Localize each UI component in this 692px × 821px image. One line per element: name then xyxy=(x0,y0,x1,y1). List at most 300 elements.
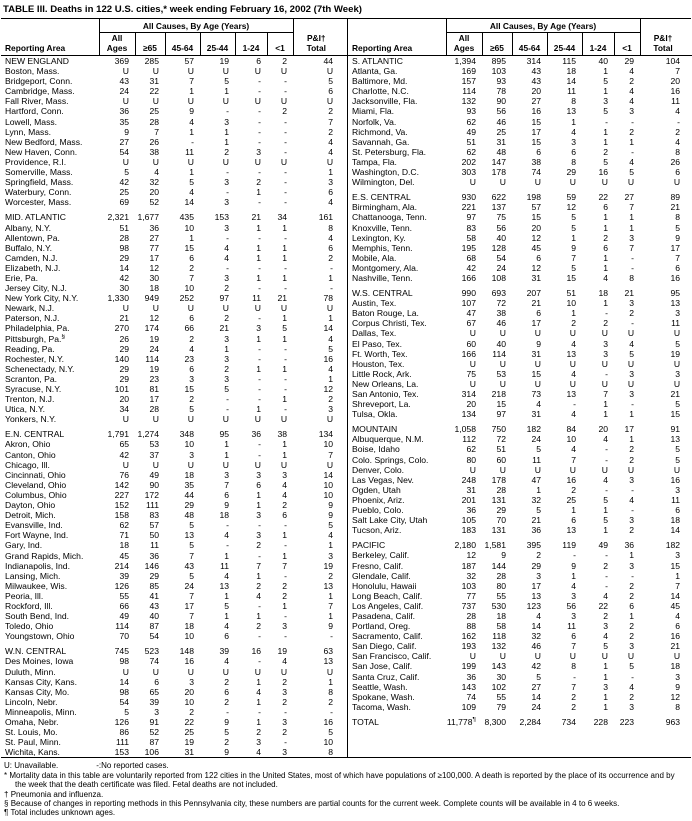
value-cell: - xyxy=(631,671,635,682)
value-cell: 112 xyxy=(462,434,476,445)
value-cell: 166 xyxy=(461,272,476,283)
value-cell: 13 xyxy=(566,348,576,359)
value-cell: 3 xyxy=(328,404,334,415)
value-cell: 9 xyxy=(501,550,506,561)
value-cell: 85 xyxy=(149,580,159,591)
value-cell: 4 xyxy=(189,116,194,127)
value-cell: 78 xyxy=(496,86,506,97)
value-cell: U xyxy=(122,303,129,314)
value-cell: 49 xyxy=(598,540,608,551)
city-row xyxy=(1,303,347,313)
reporting-area-cell: Colo. Springs, Colo. xyxy=(352,454,429,465)
value-cell: 20 xyxy=(184,686,194,697)
value-cell: 4 xyxy=(328,146,334,157)
value-cell: 95 xyxy=(219,429,229,440)
value-cell: 19 xyxy=(149,363,159,374)
city-row xyxy=(1,86,347,96)
value-cell: 153 xyxy=(214,212,229,223)
reporting-area-cell: Corpus Christi, Tex. xyxy=(352,318,427,329)
value-cell: 7 xyxy=(629,242,635,253)
value-cell: 1 xyxy=(282,272,288,283)
value-cell: 3 xyxy=(629,515,635,526)
value-cell: 5 xyxy=(282,323,288,334)
reporting-area-cell: Chicago, Ill. xyxy=(5,459,50,470)
reporting-area-cell: New York City, N.Y. xyxy=(5,293,79,304)
reporting-area-cell: E.N. CENTRAL xyxy=(5,429,65,440)
city-row xyxy=(348,147,692,157)
value-cell: - xyxy=(330,283,334,294)
value-cell: 182 xyxy=(526,424,541,435)
value-cell: 4 xyxy=(328,363,334,374)
value-cell: 17 xyxy=(184,600,194,611)
value-cell: 17 xyxy=(670,242,681,253)
value-cell: 2 xyxy=(224,146,229,157)
reporting-area-cell: Washington, D.C. xyxy=(352,167,420,178)
value-cell: 1 xyxy=(571,505,576,516)
value-cell: 198 xyxy=(526,192,541,203)
city-row xyxy=(1,551,347,561)
city-row xyxy=(348,253,692,263)
col-25-44: 25-44 xyxy=(200,33,235,56)
value-cell: 2,284 xyxy=(519,716,541,727)
city-row xyxy=(1,177,347,187)
value-cell: 4 xyxy=(328,197,334,208)
city-row xyxy=(1,581,347,591)
value-cell: 16 xyxy=(670,474,681,485)
value-cell: 14 xyxy=(119,262,129,273)
reporting-area-cell: Omaha, Nebr. xyxy=(5,717,59,727)
value-cell: 11 xyxy=(567,621,576,632)
value-cell: 183 xyxy=(461,525,476,536)
value-cell: - xyxy=(605,308,608,319)
region-total-row xyxy=(1,646,347,656)
pni-line2: Total xyxy=(653,43,673,53)
value-cell: 5 xyxy=(189,540,194,551)
reporting-area-cell: Wilmington, Del. xyxy=(352,177,415,188)
value-cell: 28 xyxy=(119,232,129,243)
header-group-row xyxy=(348,19,692,33)
city-row xyxy=(1,439,347,449)
value-cell: 4 xyxy=(224,530,229,541)
value-cell: 15 xyxy=(184,384,194,394)
value-cell: 1 xyxy=(603,399,608,410)
value-cell: 11 xyxy=(185,146,194,157)
value-cell: U xyxy=(222,66,229,77)
value-cell: 1 xyxy=(603,212,608,223)
value-cell: 4 xyxy=(629,681,635,692)
value-cell: 3 xyxy=(629,232,635,243)
value-cell: 13 xyxy=(566,389,576,399)
value-cell: 62 xyxy=(466,444,476,455)
value-cell: U xyxy=(187,666,194,677)
value-cell: 3 xyxy=(256,510,261,521)
reporting-area-cell: Lincoln, Nebr. xyxy=(5,696,58,707)
value-cell: 6 xyxy=(571,631,576,642)
value-cell: 2 xyxy=(571,318,576,329)
value-cell: 3 xyxy=(629,560,635,571)
value-cell: 3 xyxy=(328,550,334,561)
value-cell: 3 xyxy=(603,621,608,632)
value-cell: 3 xyxy=(282,621,288,632)
value-cell: 18 xyxy=(670,515,681,526)
value-cell: - xyxy=(191,136,194,147)
value-cell: 54 xyxy=(119,696,129,707)
value-cell: 1 xyxy=(256,717,261,727)
value-cell: 4 xyxy=(256,590,261,601)
value-cell: U xyxy=(673,328,681,339)
value-cell: 57 xyxy=(184,56,194,66)
value-cell: 3 xyxy=(224,197,229,208)
col-25-44: 25-44 xyxy=(547,33,582,56)
value-cell: U xyxy=(280,66,288,77)
value-cell: 144 xyxy=(491,560,506,571)
value-cell: U xyxy=(469,358,476,369)
value-cell: U xyxy=(280,156,288,167)
value-cell: 18 xyxy=(496,610,506,621)
value-cell: 51 xyxy=(566,288,576,299)
value-cell: 44 xyxy=(323,56,334,66)
value-cell: - xyxy=(258,520,261,531)
value-cell: 7 xyxy=(328,449,334,460)
value-cell: - xyxy=(284,540,288,551)
value-cell: U xyxy=(280,414,288,425)
value-cell: 221 xyxy=(461,202,476,213)
value-cell: 5 xyxy=(189,520,194,531)
city-row xyxy=(1,273,347,283)
value-cell: 28 xyxy=(496,570,506,581)
value-cell: 4 xyxy=(571,444,576,455)
value-cell: 1 xyxy=(224,136,229,147)
value-cell: - xyxy=(258,373,261,384)
value-cell: 218 xyxy=(491,389,506,399)
value-cell: - xyxy=(573,550,576,561)
city-row xyxy=(348,591,692,601)
reporting-area-cell: Kansas City, Kans. xyxy=(5,676,77,687)
value-cell: - xyxy=(258,550,261,561)
value-cell: 26 xyxy=(149,136,159,147)
value-cell: 5 xyxy=(629,661,635,672)
value-cell: U xyxy=(122,66,129,77)
reporting-area-cell: Dayton, Ohio xyxy=(5,500,56,511)
value-cell: 12 xyxy=(531,232,541,243)
value-cell: 1 xyxy=(256,222,261,233)
value-cell: 13 xyxy=(566,525,576,536)
region-total-row xyxy=(1,212,347,222)
value-cell: 1,677 xyxy=(137,212,159,223)
footnote-no-cases: -:No reported cases. xyxy=(96,761,169,771)
value-cell: 52 xyxy=(149,727,159,738)
value-cell: - xyxy=(284,706,288,717)
value-cell: 5 xyxy=(224,727,229,738)
value-cell: 4 xyxy=(154,167,159,178)
reporting-area-header: Reporting Area xyxy=(5,43,66,53)
reporting-area-cell: Newark, N.J. xyxy=(5,303,55,314)
value-cell: 1 xyxy=(282,394,288,405)
city-row xyxy=(348,233,692,243)
value-cell: - xyxy=(258,126,261,137)
value-cell: - xyxy=(258,631,261,642)
city-row xyxy=(1,283,347,293)
reporting-area-cell: Grand Rapids, Mich. xyxy=(5,550,84,561)
value-cell: 2 xyxy=(224,283,229,294)
reporting-area-cell: MID. ATLANTIC xyxy=(5,212,66,223)
value-cell: 105 xyxy=(461,515,476,526)
value-cell: 29 xyxy=(119,343,129,354)
value-cell: 5 xyxy=(675,444,681,455)
reporting-area-cell: NEW ENGLAND xyxy=(5,56,69,66)
reporting-area-cell: Utica, N.Y. xyxy=(5,404,45,415)
value-cell: 42 xyxy=(119,177,129,188)
value-cell: 7 xyxy=(282,560,288,571)
value-cell: 3 xyxy=(256,146,261,157)
city-row xyxy=(1,591,347,601)
value-cell: 14 xyxy=(184,197,194,208)
footnote-legend xyxy=(4,761,687,770)
value-cell: 20 xyxy=(466,399,476,410)
value-cell: 46 xyxy=(496,318,506,329)
reporting-area-cell: Portland, Oreg. xyxy=(352,621,411,632)
value-cell: 4 xyxy=(571,368,576,379)
value-cell: 3 xyxy=(603,338,608,349)
value-cell: 88 xyxy=(466,621,476,632)
city-row xyxy=(1,450,347,460)
city-row xyxy=(348,177,692,187)
value-cell: 369 xyxy=(114,56,129,66)
value-cell: 21 xyxy=(670,641,681,652)
value-cell: U xyxy=(627,378,635,389)
value-cell: 21 xyxy=(670,389,681,399)
value-cell: 16 xyxy=(670,631,681,642)
value-cell: 199 xyxy=(461,661,476,672)
reporting-area-cell: Wichita, Kans. xyxy=(5,747,60,758)
reporting-area-cell: Chattanooga, Tenn. xyxy=(352,212,427,223)
value-cell: 16 xyxy=(251,646,261,657)
value-cell: 6 xyxy=(328,86,334,97)
city-row xyxy=(1,76,347,86)
value-cell: 18 xyxy=(149,283,159,294)
city-row xyxy=(348,369,692,379)
all-ages-line1: All xyxy=(111,33,123,43)
value-cell: 6 xyxy=(256,56,261,66)
value-cell: 1,274 xyxy=(137,429,159,440)
value-cell: 4 xyxy=(224,252,229,263)
value-cell: 1 xyxy=(256,272,261,283)
value-cell: - xyxy=(605,368,608,379)
value-cell: - xyxy=(605,580,608,591)
col-lt1: <1 xyxy=(614,33,640,56)
reporting-area-cell: Camden, N.J. xyxy=(5,252,58,263)
reporting-area-cell: Allentown, Pa. xyxy=(5,232,60,243)
value-cell: 32 xyxy=(531,631,541,642)
value-cell: 91 xyxy=(670,424,681,435)
value-cell: 3 xyxy=(629,389,635,399)
value-cell: 9 xyxy=(571,560,576,571)
value-cell: 111 xyxy=(115,737,129,748)
value-cell: U xyxy=(280,96,288,107)
reporting-area-cell: Columbus, Ohio xyxy=(5,489,67,500)
value-cell: 89 xyxy=(670,192,681,203)
value-cell: 15 xyxy=(670,560,681,571)
value-cell: 5 xyxy=(603,76,608,87)
reporting-area-cell: Philadelphia, Pa. xyxy=(5,323,70,334)
value-cell: U xyxy=(499,358,506,369)
reporting-area-cell: Berkeley, Calif. xyxy=(352,550,410,561)
city-row xyxy=(1,374,347,384)
value-cell: 7 xyxy=(571,641,576,652)
value-cell: 21 xyxy=(251,212,261,223)
city-row xyxy=(1,677,347,687)
value-cell: 12 xyxy=(149,262,159,273)
value-cell: 1 xyxy=(256,252,261,263)
value-cell: 39 xyxy=(219,646,229,657)
value-cell: 74 xyxy=(466,691,476,702)
value-cell: 4 xyxy=(603,474,608,485)
value-cell: 36 xyxy=(466,671,476,682)
reporting-area-cell: Des Moines, Iowa xyxy=(5,656,74,667)
value-cell: 2 xyxy=(536,550,541,561)
city-row xyxy=(1,656,347,666)
value-cell: 5 xyxy=(124,167,129,178)
value-cell: 530 xyxy=(491,600,506,611)
value-cell: 49 xyxy=(466,126,476,137)
value-cell: U xyxy=(222,96,229,107)
value-cell: 169 xyxy=(461,66,476,77)
city-row xyxy=(348,117,692,127)
pni-line2: Total xyxy=(306,43,326,53)
value-cell: U xyxy=(187,414,194,425)
city-row xyxy=(1,223,347,233)
value-cell: 9 xyxy=(224,500,229,511)
city-row xyxy=(348,525,692,535)
value-cell: 29 xyxy=(119,373,129,384)
city-row xyxy=(348,444,692,454)
value-cell: 73 xyxy=(531,389,541,399)
reporting-area-cell: Kansas City, Mo. xyxy=(5,686,70,697)
value-cell: 6 xyxy=(603,202,608,213)
value-cell: 1 xyxy=(328,167,334,178)
value-cell: 3 xyxy=(603,348,608,359)
value-cell: 1 xyxy=(224,343,229,354)
value-cell: 5 xyxy=(603,106,608,117)
city-row xyxy=(348,212,692,222)
value-cell: - xyxy=(605,116,608,127)
value-cell: U xyxy=(534,177,541,188)
value-cell: 1 xyxy=(571,570,576,581)
table-left-half xyxy=(1,19,347,757)
value-cell: 32 xyxy=(466,570,476,581)
value-cell: 3 xyxy=(603,96,608,107)
reporting-area-cell: Lansing, Mich. xyxy=(5,570,61,581)
value-cell: 1 xyxy=(629,434,635,445)
value-cell: 31 xyxy=(531,409,541,420)
value-cell: 75 xyxy=(466,368,476,379)
value-cell: 5 xyxy=(536,671,541,682)
reporting-area-cell: Lexington, Ky. xyxy=(352,232,406,243)
value-cell: 108 xyxy=(491,272,506,283)
value-cell: 1 xyxy=(282,242,288,253)
reporting-area-cell: Montgomery, Ala. xyxy=(352,262,419,273)
reporting-area-cell: Evansville, Ind. xyxy=(5,520,63,531)
value-cell: 2 xyxy=(328,126,334,137)
value-cell: - xyxy=(258,283,261,294)
value-cell: 6 xyxy=(675,621,681,632)
value-cell: U xyxy=(469,464,476,475)
value-cell: U xyxy=(673,177,681,188)
value-cell: 1 xyxy=(629,610,635,621)
value-cell: 1 xyxy=(603,505,608,516)
reporting-area-cell: E.S. CENTRAL xyxy=(352,192,411,203)
value-cell: 36 xyxy=(119,106,129,117)
value-cell: - xyxy=(226,262,229,273)
value-cell: - xyxy=(284,136,288,147)
value-cell: U xyxy=(254,156,261,167)
value-cell: 40 xyxy=(496,338,506,349)
value-cell: U xyxy=(152,156,159,167)
city-row xyxy=(1,480,347,490)
value-cell: U xyxy=(254,303,261,314)
value-cell: 1 xyxy=(629,136,635,147)
value-cell: 1,330 xyxy=(107,293,129,304)
value-cell: 90 xyxy=(496,96,506,107)
value-cell: - xyxy=(284,197,288,208)
value-cell: - xyxy=(226,232,229,243)
city-row xyxy=(348,485,692,495)
city-row xyxy=(348,581,692,591)
value-cell: 3 xyxy=(189,676,194,687)
value-cell: 12 xyxy=(149,313,159,324)
value-cell: - xyxy=(330,706,334,717)
value-cell: 202 xyxy=(461,156,476,167)
footnote-unavailable: U: Unavailable. xyxy=(4,761,59,771)
value-cell: 2 xyxy=(571,484,576,495)
reporting-area-cell: Miami, Fla. xyxy=(352,106,395,117)
value-cell: 13 xyxy=(184,530,194,541)
value-cell: 2 xyxy=(328,696,334,707)
value-cell: 1 xyxy=(603,262,608,273)
col-ge65: ≥65 xyxy=(135,33,165,56)
value-cell: 5 xyxy=(629,348,635,359)
value-cell: U xyxy=(254,414,261,425)
value-cell: 930 xyxy=(461,192,476,203)
value-cell: 1 xyxy=(256,611,261,622)
value-cell: 6 xyxy=(571,515,576,526)
value-cell: 1 xyxy=(603,691,608,702)
value-cell: 30 xyxy=(119,283,129,294)
value-cell: 152 xyxy=(114,500,129,511)
value-cell: 25 xyxy=(149,106,159,117)
value-cell: - xyxy=(284,570,288,581)
value-cell: 80 xyxy=(466,454,476,465)
value-cell: 1 xyxy=(256,363,261,374)
value-cell: 1 xyxy=(256,570,261,581)
value-cell: - xyxy=(631,399,635,410)
city-row xyxy=(348,106,692,116)
value-cell: U xyxy=(326,459,334,470)
value-cell: 1 xyxy=(256,500,261,511)
value-cell: 101 xyxy=(114,384,129,394)
value-cell: 40 xyxy=(149,611,159,622)
value-cell: 24 xyxy=(184,580,194,591)
value-cell: 6 xyxy=(328,242,334,253)
value-cell: - xyxy=(284,611,288,622)
value-cell: 131 xyxy=(491,494,506,505)
value-cell: 207 xyxy=(526,288,541,299)
value-cell: 31 xyxy=(184,747,194,758)
deaths-table xyxy=(1,18,691,758)
value-cell: 1 xyxy=(603,222,608,233)
value-cell: 7 xyxy=(675,66,681,77)
value-cell: U xyxy=(326,303,334,314)
